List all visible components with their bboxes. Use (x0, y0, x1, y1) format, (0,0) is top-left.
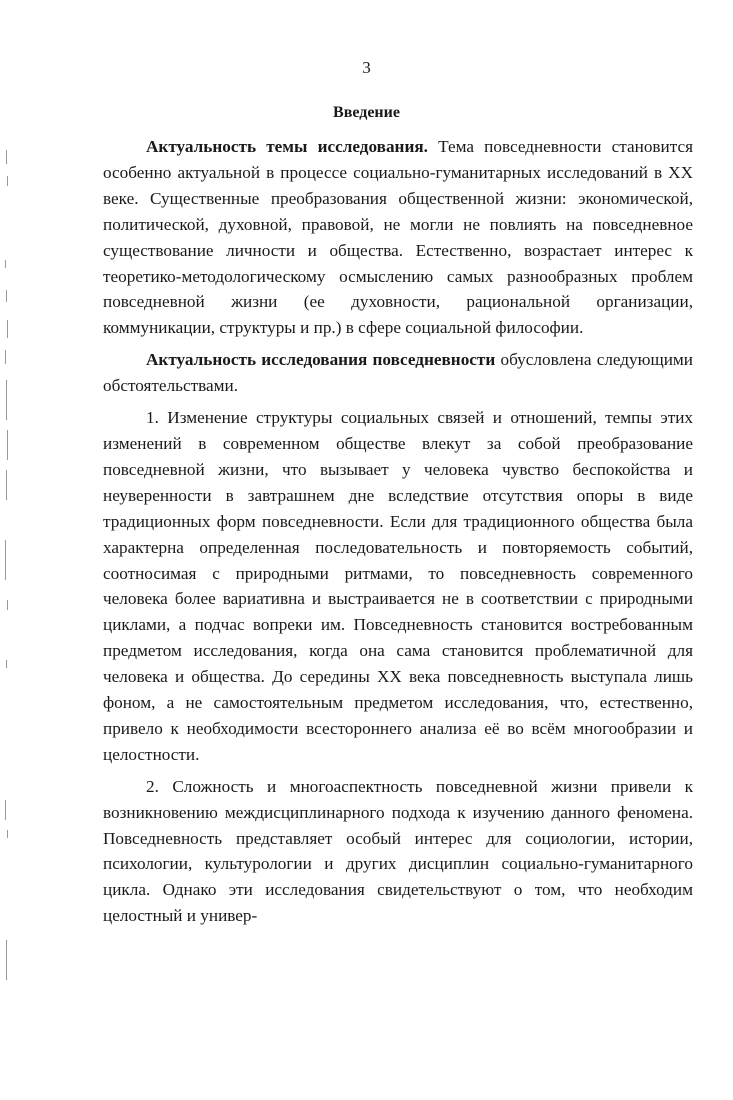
paragraph-body: 1. Изменение структуры социальных связей и отношений, темпы этих изменений в современном обществе влекут за собой преобразование повседневной жизни, что вызывает у человека чувство беспокойства и неуверенности в завтрашнем дне вследствие отсутствия опоры в виде традиционных форм повседневности. Если для традиционного общества была характерна определенная последовательность и повторяемость событий, соотносимая с природными ритмами, то повседневность современного человека более вариативна и выстраивается не в соответствии с природными циклами, а подчас вопреки им. Повседневность становится востребованным предметом исследования, когда она сама становится проблематичной для человека и общества. До середины XX века повседневность выступала лишь фоном, а не самостоятельным предметом исследования, что, естественно, привело к необходимости всестороннего анализа её во всём многообразии и целостности. (103, 408, 693, 764)
paragraph-relevance (103, 134, 693, 341)
scan-margin-marks (0, 0, 40, 1100)
paragraph-lead: Актуальность исследования повседневности (146, 350, 496, 370)
body-text (103, 134, 693, 929)
paragraph-lead: Актуальность темы исследования. (146, 137, 428, 156)
paragraph-body: 2. Сложность и многоаспектность повседневной жизни привели к возникновению междисциплинарного подхода к изучению данного феномена. Повседневность представляет особый интерес для социологии, истории, психологии, культурологии и других дисциплин социально-гуманитарного цикла. Однако эти исследования свидетельствуют о том, что необходим целостный и универ- (103, 776, 693, 926)
paragraph-point-2 (103, 774, 693, 929)
page-number: 3 (362, 58, 371, 77)
section-heading: Введение (333, 104, 400, 121)
paragraph-body: обусловлена следующими обстоятельствами. (103, 350, 693, 396)
paragraph-body: Тема повседневности становится особенно актуальной в процессе социально-гуманитарных исследований в XX веке. Существенные преобразования общественной жизни: экономической, политической, духовной, правовой, не могли не повлиять на повседневное существование личности и общества. Естественно, возрастает интерес к теоретико-методологическому осмыслению самых разнообразных проблем повседневной жизни (ее духовности, рациональной организации, коммуникации, структуры и пр.) в сфере социальной философии. (103, 137, 693, 338)
paragraph-relevance-everyday (103, 347, 693, 399)
paragraph-point-1 (103, 405, 693, 768)
